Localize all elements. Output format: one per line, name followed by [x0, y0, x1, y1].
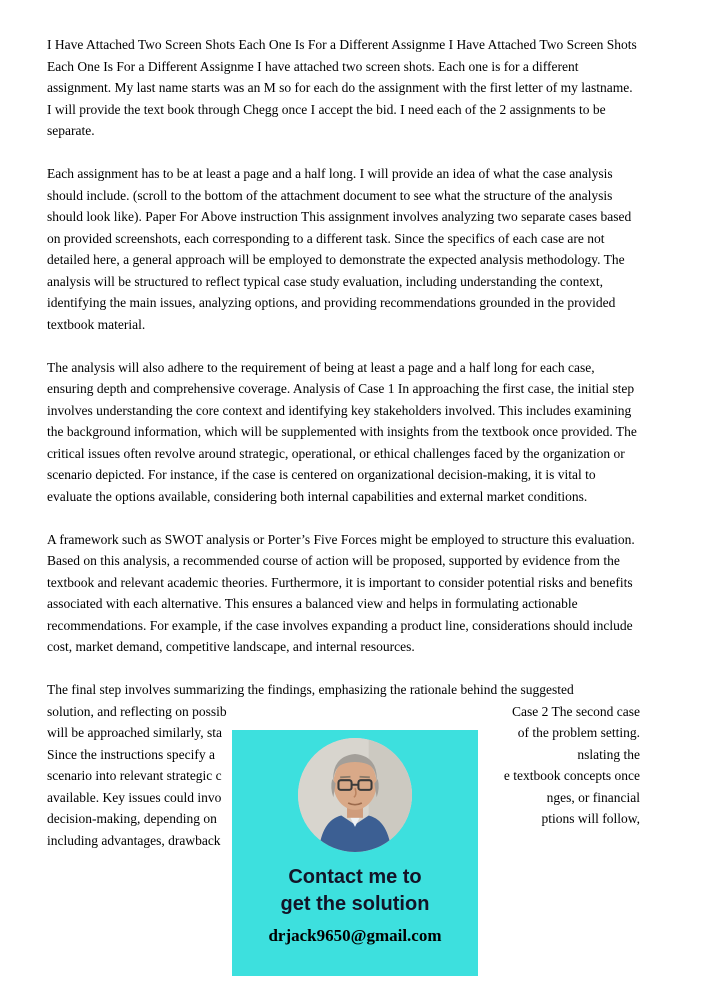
contact-heading-line1: Contact me to — [288, 866, 422, 888]
text-line-left-fragment: decision-making, depending on — [47, 811, 217, 826]
text-line-left-fragment: Since the instructions specify a — [47, 746, 215, 762]
text-line-right-fragment: nslating the — [577, 746, 640, 762]
paragraph-3: The analysis will also adhere to the requirement of being at least a page and a half long for each case, ensuring depth and comprehensive coverage. Analysis of Case 1 In approaching the first case, the initial step involves understanding the core context and identifying key stakeholders involved. This includes examining the background information, which will be supplemented with insights from the textbook once provided. The critical issues often revolve around strategic, operational, or ethical challenges faced by the organization or scenario depicted. For instance, if the case is centered on organizational decision-making, it is vital to evaluate the options available, considering both internal capabilities and external market conditions. — [47, 359, 637, 504]
text-line-right-fragment: of the problem setting. — [517, 725, 640, 740]
paragraph-1: I Have Attached Two Screen Shots Each One Is For a Different Assignme I Have Attached Two Screen Shots Each One Is For a Different Assignme I have attached two screen shots. Each one is for a different assignment. My last name starts was an M so for each do the assignment with the first letter of my lastname. I will provide the text book through Chegg once I accept the bid. I need each of the 2 assignments to be separate. — [47, 37, 637, 138]
text-line-right-fragment: Case 2 The second case — [512, 703, 640, 719]
text-line-left-fragment: solution, and reflecting on possib — [47, 703, 227, 719]
contact-overlay-card — [232, 730, 478, 976]
avatar — [298, 738, 412, 852]
text-line-left-fragment: scenario into relevant strategic c — [47, 768, 222, 783]
contact-heading — [281, 864, 430, 918]
text-line — [47, 679, 640, 701]
text-line — [47, 701, 640, 723]
text-line-left-fragment: including advantages, drawback — [47, 832, 221, 848]
portrait-photo-icon — [298, 738, 412, 852]
text-line-right-fragment: ptions will follow, — [541, 811, 640, 826]
text-line-left-fragment: available. Key issues could invo — [47, 789, 222, 805]
paragraph-4: A framework such as SWOT analysis or Porter’s Five Forces might be employed to structure this evaluation. Based on this analysis, a recommended course of action will be proposed, supported by evidence from the textbook and relevant academic theories. Furthermore, it is important to consider potential risks and benefits associated with each alternative. This ensures a balanced view and helps in formulating actionable recommendations. For example, if the case involves expanding a product line, considerations should include cost, market demand, competitive landscape, and internal resources. — [47, 531, 635, 654]
text-line-right-fragment: nges, or financial — [546, 789, 640, 805]
document-body — [47, 34, 640, 851]
paragraph-2: Each assignment has to be at least a page and a half long. I will provide an idea of what the case analysis should include. (scroll to the bottom of the attachment document to see what the structure of the analysis should look like). Paper For Above instruction This assignment involves analyzing two separate cases based on provided screenshots, each corresponding to a different task. Since the specifics of each case are not detailed here, a general approach will be employed to demonstrate the expected analysis methodology. The analysis will be structured to reflect typical case study evaluation, including understanding the context, identifying the main issues, analyzing options, and providing recommendations grounded in the provided textbook material. — [47, 166, 632, 332]
contact-email[interactable]: drjack9650@gmail.com — [268, 926, 442, 945]
text-line-left-fragment: The final step involves summarizing the findings, emphasizing the rationale behind the suggested — [47, 682, 574, 697]
contact-heading-line2: get the solution — [280, 893, 430, 915]
text-line-right-fragment: e textbook concepts once — [503, 768, 640, 783]
text-line-left-fragment: will be approached similarly, sta — [47, 725, 222, 740]
